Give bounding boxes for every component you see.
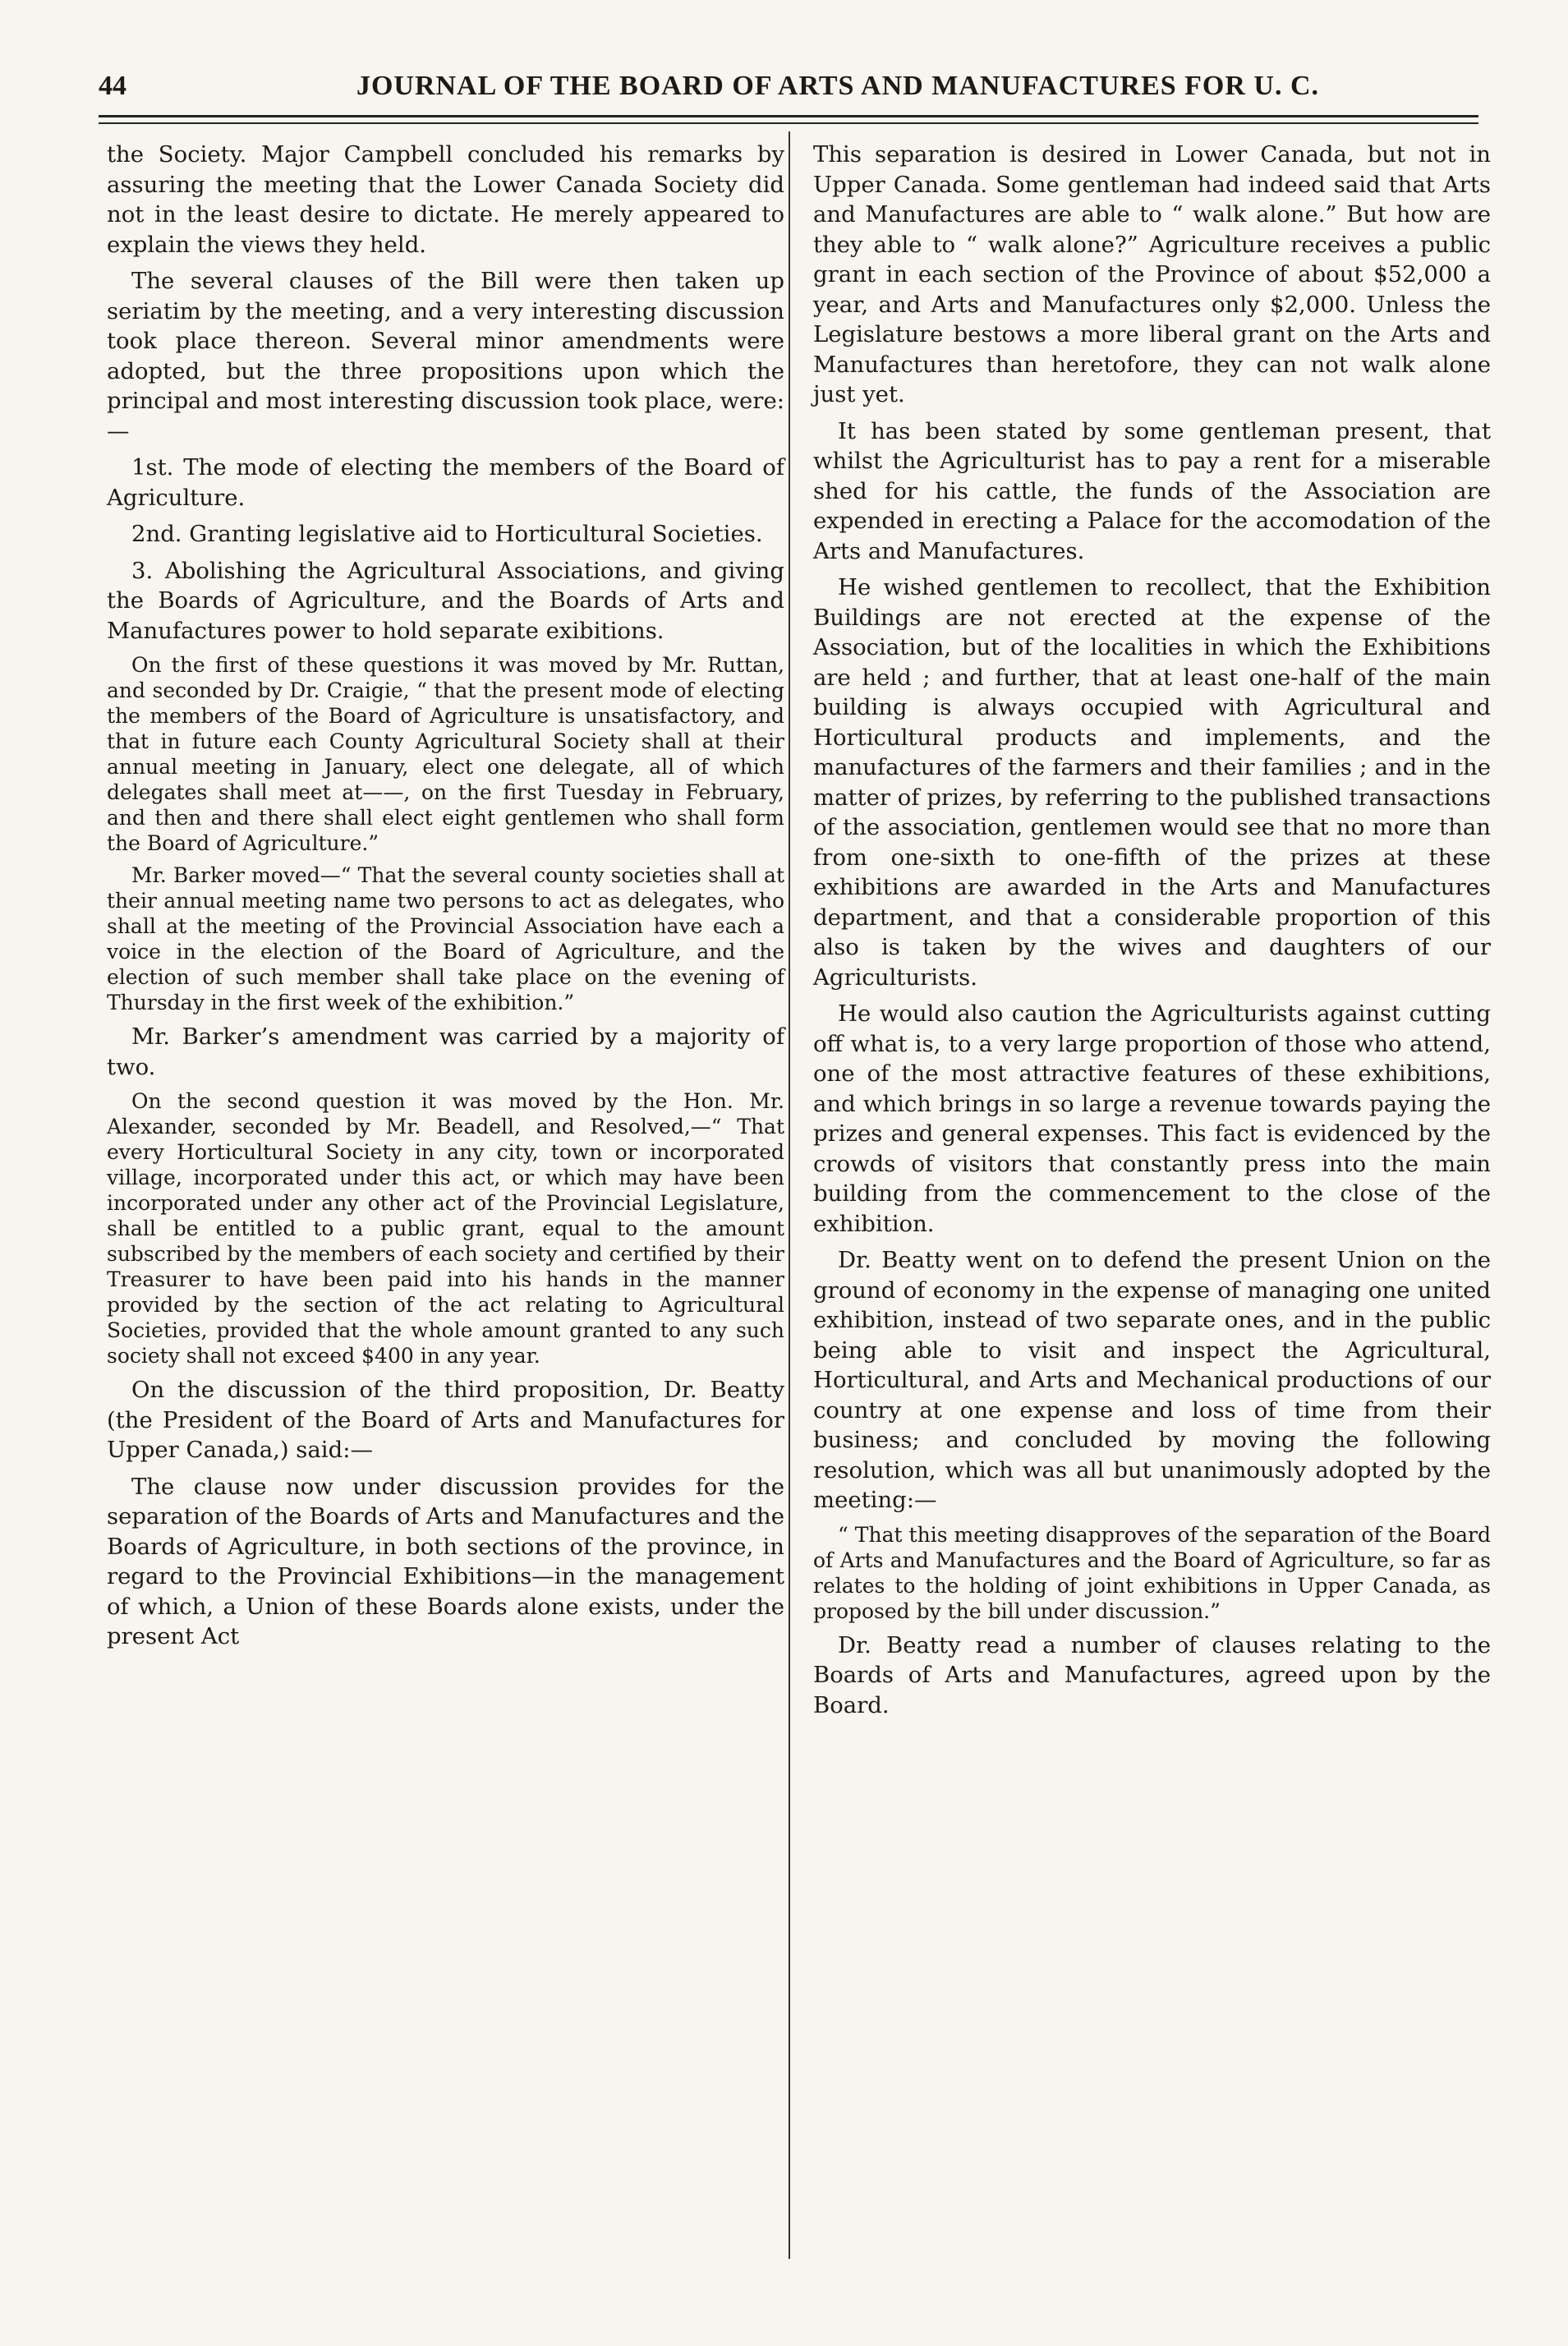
- paragraph: 3. Abolishing the Agricultural Associations, and giving the Boards of Agriculture, and the Boards of Arts and Manufactures power to hold separate exibitions.: [107, 557, 784, 644]
- paragraph: Mr. Barker moved—“ That the several county societies shall at their annual meeting name two persons to act as delegates, who shall at the meeting of the Provincial Association have each a voice in the election of the Board of Agriculture, and the election of such member shall take place on the evening of Thursday in the first week of the exhibition.”: [107, 863, 784, 1014]
- paragraph: Mr. Barker’s amendment was carried by a majority of two.: [107, 1024, 784, 1080]
- paragraph: Dr. Beatty went on to defend the present Union on the ground of economy in the expense of managing one united exhibition, instead of two separate ones, and in the public being able to visit and inspect the Agricultural, Horticultural, and Arts and Mechanical productions of our country at one expense and loss of time from their business; and concluded by moving the following resolution, which was all but unanimously adopted by the meeting:—: [813, 1247, 1491, 1513]
- paragraph: He would also caution the Agriculturists against cutting off what is, to a very large proportion of those who attend, one of the most attractive features of these exhibitions, and which brings in so large a revenue towards paying the prizes and general expenses. This fact is evidenced by the crowds of visitors that constantly press into the main building from the commencement to the close of the exhibition.: [813, 1000, 1491, 1237]
- right-column: [813, 140, 1491, 1727]
- paragraph: He wished gentlemen to recollect, that the Exhibition Buildings are not erected at the expense of the Association, but of the localities in which the Exhibitions are held ; and further, that at least one-half of the main building is always occupied with Agricultural and Horticultural products and implements, and the manufactures of the farmers and their families ; and in the matter of prizes, by referring to the published transactions of the association, gentlemen would see that no more than from one-sixth to one-fifth of the prizes at these exhibitions are awarded in the Arts and Manufactures department, and that a considerable proportion of this also is taken by the wives and daughters of our Agriculturists.: [813, 574, 1491, 991]
- running-title: JOURNAL OF THE BOARD OF ARTS AND MANUFACTURES FOR U. C.: [356, 71, 1320, 101]
- paragraph: The several clauses of the Bill were then taken up seriatim by the meeting, and a very interesting discussion took place thereon. Several minor amendments were adopted, but the three propositions upon which the principal and most interesting discussion took place, were:—: [107, 268, 784, 444]
- header-rule-top: [99, 115, 1478, 117]
- paragraph: On the first of these questions it was moved by Mr. Ruttan, and seconded by Dr. Craigie, “ that the present mode of electing the members of the Board of Agriculture is unsatisfactory, and that in future each County Agricultural Society shall at their annual meeting in January, elect one delegate, all of which delegates shall meet at——, on the first Tuesday in February, and then and there shall elect eight gentlemen who shall form the Board of Agriculture.”: [107, 653, 784, 855]
- paragraph: It has been stated by some gentleman present, that whilst the Agriculturist has to pay a rent for a miserable shed for his cattle, the funds of the Association are expended in erecting a Palace for the accomodation of the Arts and Manufactures.: [813, 417, 1491, 564]
- column-divider: [789, 131, 790, 2259]
- paragraph: the Society. Major Campbell concluded his remarks by assuring the meeting that the Lower Canada Society did not in the least desire to dictate. He merely appeared to explain the views they held.: [107, 141, 784, 258]
- header-rule-bottom: [99, 122, 1478, 124]
- paragraph: This separation is desired in Lower Canada, but not in Upper Canada. Some gentleman had indeed said that Arts and Manufactures are able to “ walk alone.” But how are they able to “ walk alone?” Agriculture receives a public grant in each section of the Province of about $52,000 a year, and Arts and Manufactures only $2,000. Unless the Legislature bestows a more liberal grant on the Arts and Manufactures than heretofore, they can not walk alone just yet.: [813, 141, 1491, 407]
- paragraph: Dr. Beatty read a number of clauses relating to the Boards of Arts and Manufactures, agreed upon by the Board.: [813, 1631, 1491, 1718]
- paragraph: 2nd. Granting legislative aid to Horticultural Societies.: [131, 521, 763, 547]
- left-column: [107, 140, 784, 1658]
- paragraph: “ That this meeting disapproves of the separation of the Board of Arts and Manufactures and the Board of Agriculture, so far as relates to the holding of joint exhibitions in Upper Canada, as proposed by the bill under discussion.”: [813, 1522, 1491, 1623]
- paragraph: On the discussion of the third proposition, Dr. Beatty (the President of the Board of Arts and Manufactures for Upper Canada,) said:—: [107, 1377, 784, 1463]
- paragraph: On the second question it was moved by the Hon. Mr. Alexander, seconded by Mr. Beadell, and Resolved,—“ That every Horticultural Society in any city, town or incorporated village, incorporated under this act, or which may have been incorporated under any other act of the Provincial Legislature, shall be entitled to a public grant, equal to the amount subscribed by the members of each society and certified by their Treasurer to have been paid into his hands in the manner provided by the section of the act relating to Agricultural Societies, provided that the whole amount granted to any such society shall not exceed $400 in any year.: [107, 1089, 784, 1368]
- page-header: [99, 64, 1478, 110]
- paragraph: 1st. The mode of electing the members of the Board of Agriculture.: [107, 454, 784, 511]
- paragraph: The clause now under discussion provides for the separation of the Boards of Arts and Manufactures and the Boards of Agriculture, in both sections of the province, in regard to the Provincial Exhibitions—in the management of which, a Union of these Boards alone exists, under the present Act: [107, 1473, 784, 1649]
- page-number: 44: [99, 71, 126, 101]
